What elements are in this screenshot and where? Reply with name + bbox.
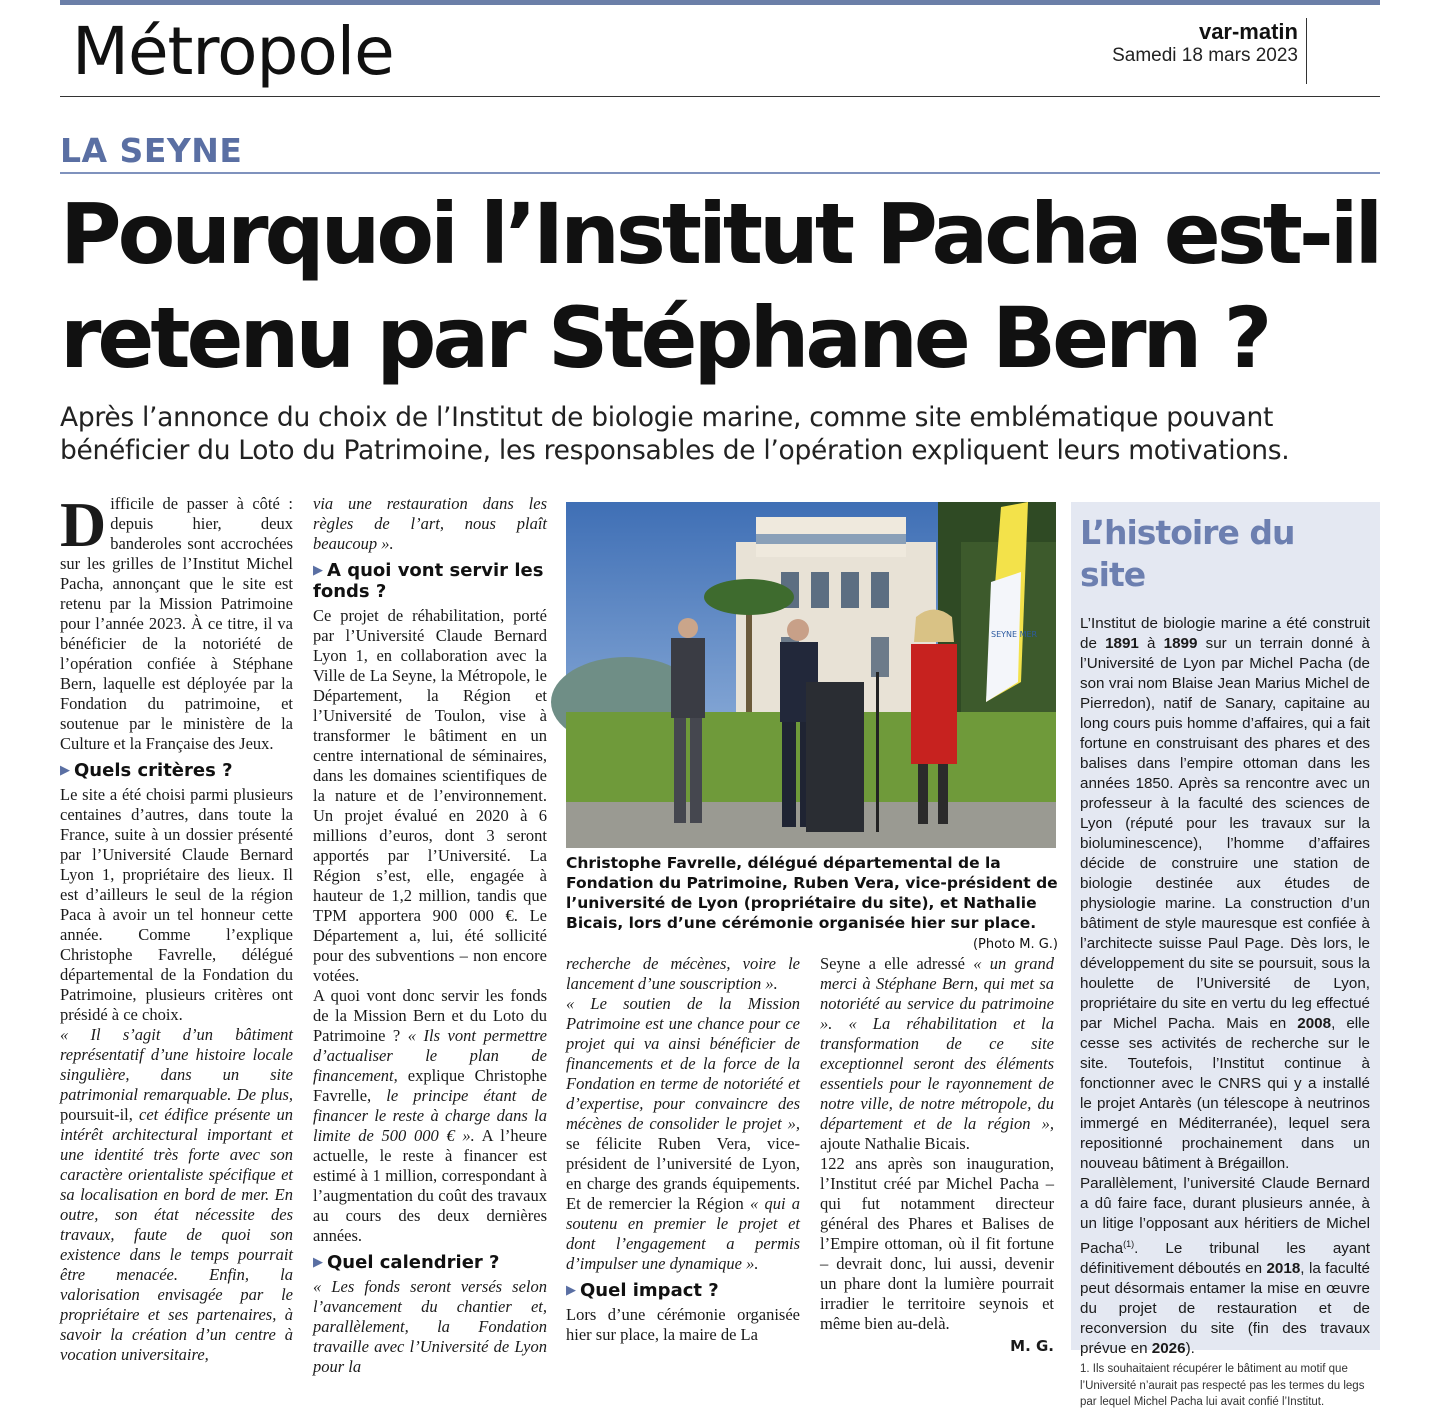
subhead-impact	[566, 1280, 800, 1301]
triangle-bullet-icon: ▶	[566, 1283, 576, 1298]
year-highlight: 2026	[1151, 1340, 1186, 1358]
sidebar-paragraph-1	[1080, 614, 1370, 1174]
subhead-text: Quels critères ?	[74, 760, 233, 781]
newspaper-name: var-matin	[1198, 19, 1298, 44]
headline-line-1: Pourquoi l’Institut Pacha est-il	[60, 185, 1380, 283]
year-highlight: 1899	[1163, 635, 1198, 652]
sidebar-text: Parallèlement, l’université Claude Bernard a dû faire face, durant plusieurs année, à un litige l’opposant aux héritiers de Michel Pacha	[1080, 1175, 1370, 1258]
sidebar-text: . Le tribunal les ayant définitivement déboutés en	[1080, 1240, 1370, 1278]
history-sidebar	[1071, 502, 1380, 1409]
ceremony-photo-illustration	[566, 502, 1056, 848]
article-column-3	[566, 954, 800, 1345]
calendar-continuation: recherche de mécènes, voire le lancement d’une souscription ».	[566, 954, 800, 993]
article-column-1	[60, 489, 294, 1365]
year-highlight: 2008	[1297, 1015, 1332, 1032]
section-title: Métropole	[72, 13, 394, 90]
author-signature: M. G.	[1010, 1337, 1054, 1355]
subhead-text: Quel impact ?	[580, 1280, 719, 1301]
issue-date: Samedi 18 mars 2023	[1112, 45, 1298, 66]
subhead-criteria	[60, 760, 293, 781]
headline-line-2: retenu par Stéphane Bern ?	[60, 289, 1269, 387]
quote-text: « un grand merci à Stéphane Bern, qui met sa notoriété au service du patrimoine ». « La réhabilitation et la transformation de ce site exceptionnel seront des éléments essentiels pour le rayonnement de notre ville, de notre métropole, du département et de la région »,	[820, 954, 1054, 1133]
article-kicker: LA SEYNE	[60, 131, 243, 170]
article-photo	[566, 502, 1056, 848]
paragraph-text: A l’heure actuelle, le reste à financer est estimé à 1 million, correspondant à l’augmentation du coût des travaux au cours des deux dernières années.	[313, 1126, 547, 1245]
top-color-bar	[60, 0, 1380, 5]
conclusion-paragraph: 122 ans après son inauguration, l’Institut créé par Michel Pacha – qui fut notamment directeur général des Phares et Balises de l’Empire ottoman, où il fit fortune – devrait donc, lui aussi, devenir un phare dont la lumière pourrait irradier le territoire seynois et même bien au-delà.	[820, 1154, 1054, 1333]
quote-text: le principe étant de financer le reste à charge dans la limite de 500 000 € ».	[313, 1086, 547, 1145]
quote-continuation: via une restauration dans les règles de l’art, nous plaît beaucoup ».	[313, 494, 547, 553]
impact-paragraph: Lors d’une cérémonie organisée hier sur place, la maire de La	[566, 1305, 800, 1344]
sidebar-title: L’histoire du site	[1080, 513, 1295, 594]
sidebar-footnote: 1. Ils souhaitaient récupérer le bâtiment au motif que l’Université n’aurait pas respecté pas les termes du legs par lequel Michel Pacha lui avait confié l’Institut.	[1080, 1363, 1365, 1409]
sidebar-text: ).	[1185, 1340, 1195, 1358]
article-headline	[60, 182, 1390, 390]
calendar-paragraph: « Les fonds seront versés selon l’avancement du chantier et, parallèlement, la Fondation travaille avec l’Université de Lyon pour la	[313, 1277, 547, 1376]
sidebar-text: , elle cesse ses activités de recherche sur le site. Toutefois, l’Institut continue à fonctionner avec le CNRS qui y a installé le projet Antarès (un télescope à neutrinos immergé en Méditerranée), lequel sera repositionné prochainement dans un nouveau bâtiment à Brégaillon.	[1080, 1015, 1370, 1172]
paragraph-text: Seyne a elle adressé	[820, 954, 974, 973]
quote-attribution: poursuit-il,	[60, 1105, 140, 1124]
paragraph-text: A quoi vont donc servir les fonds de la Mission Bern et du Loto du Patrimoine ?	[313, 986, 547, 1045]
footnote-ref: (1)	[1123, 1239, 1135, 1249]
sidebar-text: , la faculté peut désormais entamer la mise en œuvre du projet de restauration et de reconversion du site (fin des travaux prévue en	[1080, 1260, 1370, 1358]
sidebar-text: à	[1138, 635, 1164, 652]
quote-text: « Il s’agit d’un bâtiment représentatif d’une histoire locale singulière, dans un site patrimonial remarquable. De plus,	[60, 1025, 293, 1104]
subhead-text: A quoi vont servir les fonds ?	[313, 560, 544, 602]
funds-paragraph: Ce projet de réhabilitation, porté par l’Université Claude Bernard Lyon 1, en collaboration avec la Ville de La Seyne, la Métropole, le Département, la Région et l’Université de Toulon, vise à transformer le bâtiment en un centre international de séminaires, dans les domaines scientifiques de la nature et de l’environnement. Un projet évalué en 2020 à 6 millions d’euros, dont 3 seront apportés par l’Université. La Région s’est, elle, engagée à hauteur de 1,2 million, tandis que TPM apportera 900 000 €. Le Département a, lui, été sollicité pour des subventions – non encore votées.	[313, 606, 547, 985]
photo-caption	[566, 853, 1058, 955]
quote-attribution: se félicite Ruben Vera, vice-président de l’université de Lyon, en charge des grands équipements. Et de remercier la Région	[566, 1134, 800, 1213]
support-paragraph	[566, 994, 800, 1274]
quote-text: « Le soutien de la Mission Patrimoine est une chance pour ce projet qui va ainsi bénéficier de financements et de la force de la Fondation en terme de notoriété et d’expertise, pour convaincre des mécènes de consolider le projet »,	[566, 994, 800, 1133]
article-column-2	[313, 494, 547, 1377]
drop-cap: D	[60, 489, 107, 560]
subhead-funds	[313, 560, 547, 602]
masthead-divider	[1306, 18, 1307, 84]
sidebar-text: sur un terrain donné à l’Université de Lyon par Michel Pacha (de son vrai nom Blaise Jean Marius Michel de Pierredon), natif de Sanary, capitaine au long cours puis homme d’affaires, qui a fait fortune en construisant des phares et des balises dans l’empire ottoman dans les années 1850. Après sa rencontre avec un professeur à la faculté des sciences de Lyon (réputé pour les travaux sur la bioluminescence), l’homme d’affaires décide de construire une station de biologie destinée aux études de physiologie marine. La construction d’un bâtiment de style mauresque est confiée à l’architecte suisse Paul Page. Dès lors, le développement du site se poursuit, sous la houlette de l’Université de Lyon, propriétaire du site en vertu du leg effectué par Michel Pacha. Mais en	[1080, 635, 1370, 1032]
masthead	[1112, 20, 1298, 68]
banner-text: SEYNE MER	[991, 630, 1038, 639]
caption-text: Christophe Favrelle, délégué départemental de la Fondation du Patrimoine, Ruben Vera, vice-président de l’université de Lyon (propriétaire du site), et Nathalie Bicais, lors d’une cérémonie organisée hier sur place.	[566, 854, 1058, 932]
quote-text: « Ils vont permettre d’actualiser le plan de financement,	[313, 1026, 547, 1085]
sidebar-paragraph-2	[1080, 1174, 1370, 1359]
intro-paragraph	[60, 489, 293, 754]
triangle-bullet-icon: ▶	[60, 763, 70, 778]
subhead-text: Quel calendrier ?	[327, 1252, 500, 1273]
header-divider	[60, 96, 1380, 97]
article-lead: Après l’annonce du choix de l’Institut de biologie marine, comme site emblématique pouvant bénéficier du Loto du Patrimoine, les responsables de l’opération expliquent leurs motivations.	[60, 402, 1290, 466]
photo-credit: (Photo M. G.)	[972, 937, 1058, 952]
quote-text: « qui a soutenu en premier le projet et dont l’engagement a permis d’impulser une dynamique ».	[566, 1194, 800, 1273]
quote-paragraph	[60, 1025, 293, 1365]
intro-text: ifficile de passer à côté : depuis hier, deux banderoles sont accrochées sur les grilles de l’Institut Michel Pacha, annonçant que le site est retenu par la Mission Patrimoine pour l’année 2023. À ce titre, il va bénéficier de la notoriété de l’opération confiée à Stéphane Bern, laquelle est déployée par la Fondation du patrimoine, et soutenue par le ministère de la Culture et la Française des Jeux.	[60, 494, 293, 753]
criteria-paragraph: Le site a été choisi parmi plusieurs centaines d’autres, dans toute la France, suite à un dossier présenté par l’Université Claude Bernard Lyon 1, propriétaire des lieux. Il est d’ailleurs le seul de la région Paca à avoir un tel honneur cette année. Comme l’explique Christophe Favrelle, délégué départemental de la Fondation du Patrimoine, plusieurs critères ont présidé à ce choix.	[60, 785, 293, 1024]
sidebar-text: L’Institut de biologie marine a été construit de	[1080, 615, 1370, 652]
quote-attribution: ajoute Nathalie Bicais.	[820, 1134, 970, 1153]
subhead-calendar	[313, 1252, 547, 1273]
kicker-divider	[60, 172, 1380, 174]
funds-paragraph-2	[313, 986, 547, 1246]
impact-continuation	[820, 954, 1054, 1154]
year-highlight: 2018	[1266, 1260, 1301, 1278]
quote-text: cet édifice présente un intérêt architectural important et une identité très forte avec son caractère orientaliste spécifique et sa localisation en bord de mer. En outre, son état nécessite des travaux, faute de quoi son existence dans le temps pourrait être menacée. Enfin, la valorisation envisagée par le propriétaire et ses partenaires, à savoir la création d’un centre à vocation universitaire,	[60, 1105, 294, 1364]
triangle-bullet-icon: ▶	[313, 563, 323, 578]
quote-attribution: explique Christophe Favrelle,	[313, 1066, 547, 1105]
article-column-4	[820, 954, 1054, 1356]
triangle-bullet-icon: ▶	[313, 1255, 323, 1270]
year-highlight: 1891	[1105, 635, 1139, 652]
